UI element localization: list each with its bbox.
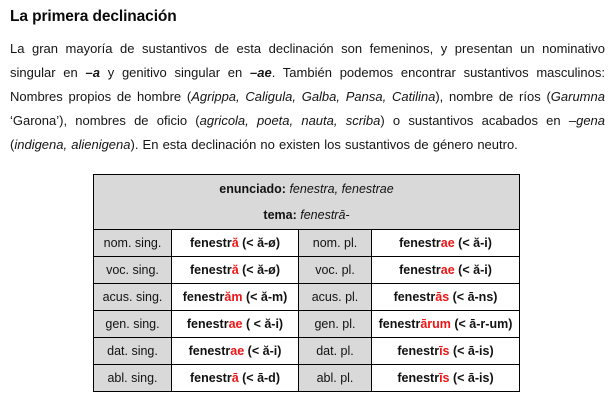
form-derivation: (< ă-ø): [238, 236, 280, 250]
case-plural-cell: abl. pl.: [299, 365, 372, 392]
form-stem: fenestr: [399, 263, 441, 277]
table-row: [94, 284, 520, 311]
paragraph-segment: La gran mayoría de sustantivos de esta declinación son femeninos, y presentan un nominativo singular en: [10, 41, 605, 80]
form-derivation: (< ă-i): [454, 263, 492, 277]
enunciado-value: fenestra, fenestrae: [289, 182, 394, 196]
section-title: La primera declinación: [10, 8, 177, 25]
case-plural-cell: voc. pl.: [299, 257, 372, 284]
form-ending: ă: [231, 263, 239, 277]
table-header-row: [94, 175, 520, 230]
form-stem: fenestr: [397, 371, 440, 385]
table-row: [94, 230, 520, 257]
paragraph-segment: –gena: [568, 113, 606, 128]
form-ending: ārum: [420, 317, 451, 331]
enunciado-line: [96, 176, 517, 202]
form-ending: īs: [439, 371, 450, 385]
enunciado-label: enunciado:: [219, 182, 286, 196]
form-stem: fenestr: [378, 317, 421, 331]
form-singular-cell: [172, 230, 299, 257]
form-stem: fenestr: [397, 344, 440, 358]
paragraph-segment: ‘Garona’), nombres de oficio (: [10, 113, 200, 128]
table-row: [94, 257, 520, 284]
form-ending: ae: [228, 317, 243, 331]
form-stem: fenestr: [188, 344, 231, 358]
form-derivation: ( < ă-i): [242, 317, 284, 331]
table-header-cell: [94, 175, 520, 230]
form-derivation: (< ā-is): [449, 344, 494, 358]
table-row: [94, 338, 520, 365]
form-derivation: (< ă-ø): [238, 263, 280, 277]
form-ending: ae: [440, 236, 455, 250]
paragraph-segment: (: [10, 137, 15, 152]
case-plural-cell: gen. pl.: [299, 311, 372, 338]
form-derivation: (< ā-r-um): [450, 317, 513, 331]
intro-paragraph: [10, 37, 605, 157]
form-plural-cell: [372, 365, 520, 392]
case-plural-cell: acus. pl.: [299, 284, 372, 311]
form-plural-cell: [372, 284, 520, 311]
form-plural-cell: [372, 338, 520, 365]
case-singular-cell: abl. sing.: [94, 365, 172, 392]
form-derivation: (< ā-ns): [449, 290, 498, 304]
form-ending: ăm: [224, 290, 243, 304]
paragraph-segment: –a: [85, 65, 100, 80]
form-ending: ās: [435, 290, 450, 304]
form-plural-cell: [372, 311, 520, 338]
form-derivation: (< ă-i): [454, 236, 492, 250]
form-singular-cell: [172, 338, 299, 365]
form-stem: fenestr: [190, 263, 232, 277]
form-ending: ae: [440, 263, 455, 277]
form-ending: ae: [230, 344, 245, 358]
form-ending: īs: [439, 344, 450, 358]
form-singular-cell: [172, 311, 299, 338]
form-stem: fenestr: [190, 371, 232, 385]
form-stem: fenestr: [186, 317, 229, 331]
paragraph-segment: ), nombre de ríos (: [435, 89, 551, 104]
case-singular-cell: gen. sing.: [94, 311, 172, 338]
paragraph-segment: Agrippa, Caligula, Galba, Pansa, Catilina: [191, 89, 436, 104]
form-stem: fenestr: [182, 290, 225, 304]
declension-table: [93, 174, 520, 392]
paragraph-segment: indigena, alienigena: [14, 137, 131, 152]
case-singular-cell: voc. sing.: [94, 257, 172, 284]
paragraph-segment: . También podemos encontrar sustantivos masculinos: Nombres propios de hombre (: [10, 65, 605, 104]
form-derivation: (< ă-m): [242, 290, 288, 304]
case-singular-cell: acus. sing.: [94, 284, 172, 311]
paragraph-segment: ). En esta declinación no existen los sustantivos de género neutro.: [130, 137, 518, 152]
table-row: [94, 365, 520, 392]
form-derivation: (< ā-is): [449, 371, 494, 385]
form-plural-cell: [372, 230, 520, 257]
form-singular-cell: [172, 257, 299, 284]
paragraph-segment: ) o sustantivos acabados en: [380, 113, 569, 128]
case-plural-cell: dat. pl.: [299, 338, 372, 365]
case-singular-cell: dat. sing.: [94, 338, 172, 365]
tema-line: [96, 202, 517, 228]
form-stem: fenestr: [399, 236, 441, 250]
form-ending: ă: [231, 236, 239, 250]
tema-value: fenestrā-: [300, 208, 350, 222]
paragraph-segment: agricola, poeta, nauta, scriba: [199, 113, 381, 128]
table-row: [94, 311, 520, 338]
form-stem: fenestr: [393, 290, 436, 304]
form-plural-cell: [372, 257, 520, 284]
form-derivation: (< ā-d): [238, 371, 280, 385]
form-derivation: (< ă-i): [244, 344, 282, 358]
form-singular-cell: [172, 284, 299, 311]
case-plural-cell: nom. pl.: [299, 230, 372, 257]
form-stem: fenestr: [190, 236, 232, 250]
case-singular-cell: nom. sing.: [94, 230, 172, 257]
paragraph-segment: Garumna: [550, 89, 605, 104]
paragraph-segment: y genitivo singular en: [99, 65, 250, 80]
form-ending: ā: [231, 371, 239, 385]
tema-label: tema:: [263, 208, 297, 222]
form-singular-cell: [172, 365, 299, 392]
paragraph-segment: –ae: [249, 65, 272, 80]
